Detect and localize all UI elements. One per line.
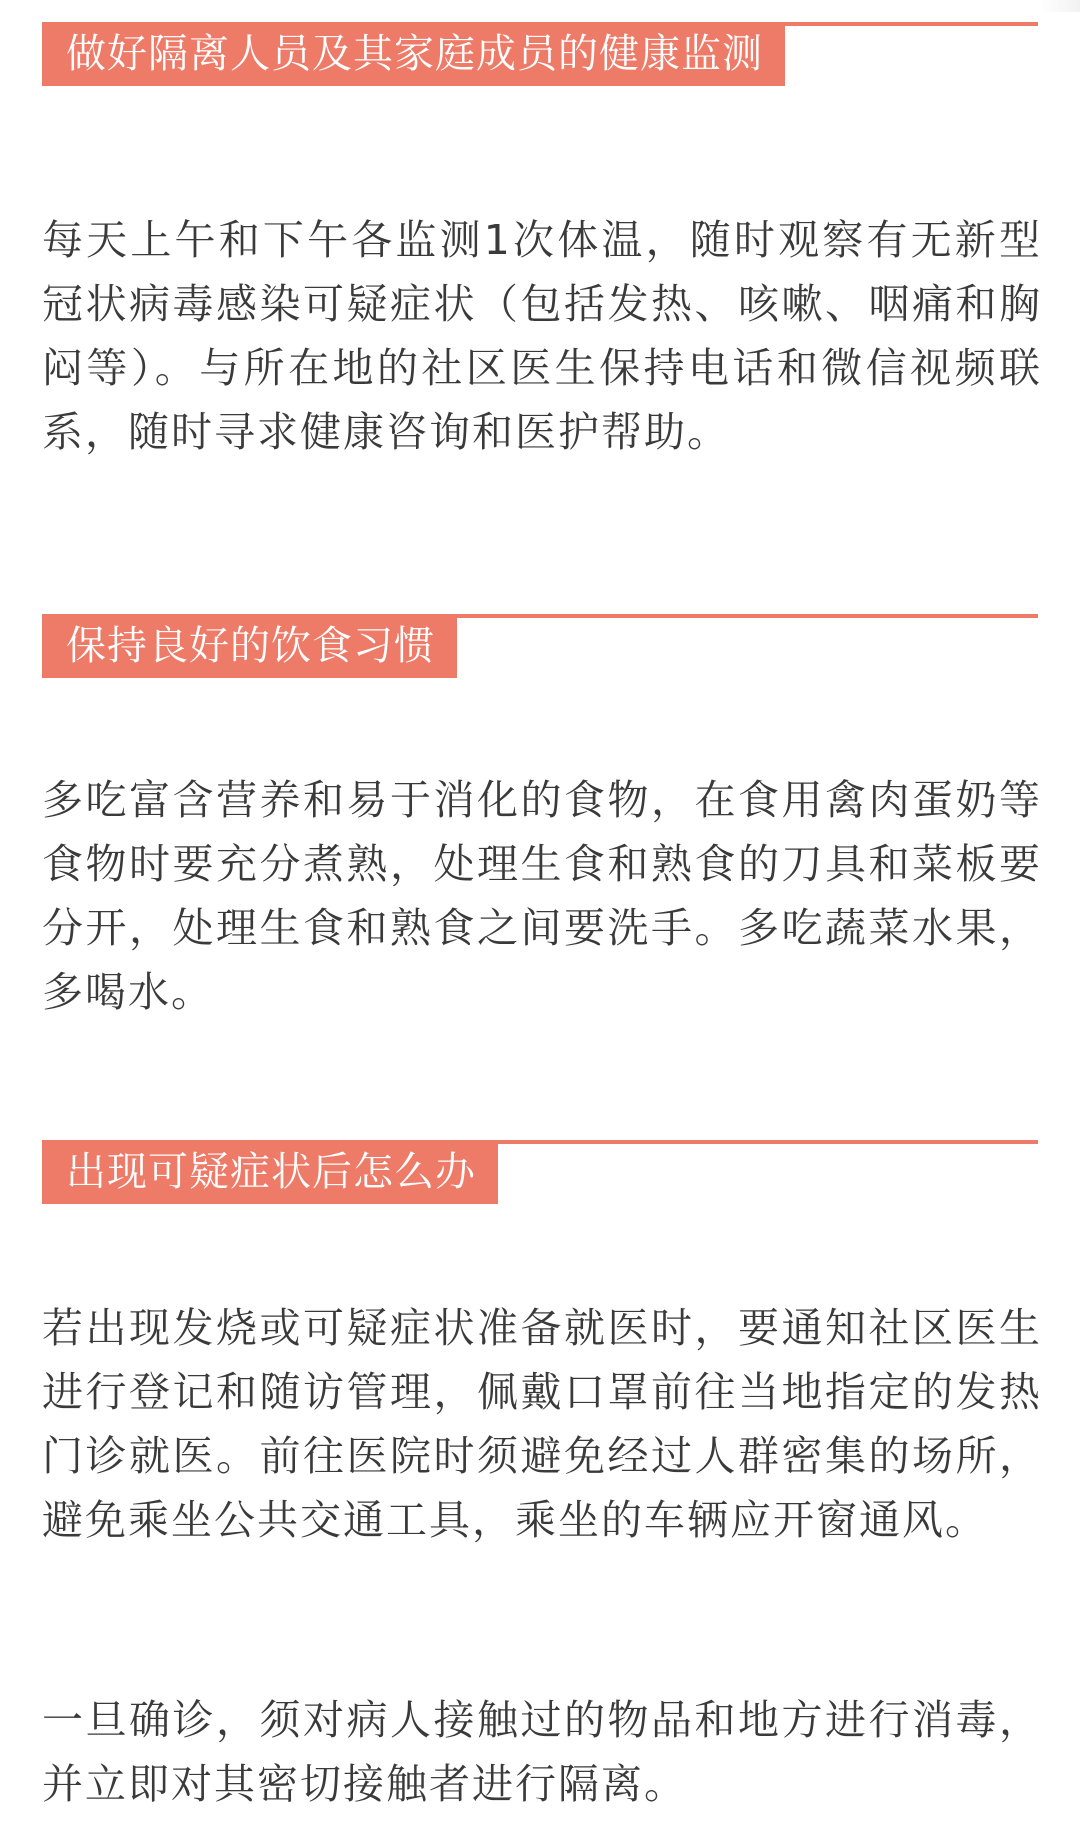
section-3-heading: 出现可疑症状后怎么办 <box>42 1140 498 1204</box>
section-2-heading: 保持良好的饮食习惯 <box>42 614 457 678</box>
section-1-paragraph: 每天上午和下午各监测1次体温，随时观察有无新型冠状病毒感染可疑症状（包括发热、咳嗽、咽痛和胸闷等）。与所在地的社区医生保持电话和微信视频联系，随时寻求健康咨询和医护帮助。 <box>42 216 1042 456</box>
section-2-paragraph: 多吃富含营养和易于消化的食物，在食用禽肉蛋奶等食物时要充分煮熟，处理生食和熟食的刀具和菜板要分开，处理生食和熟食之间要洗手。多吃蔬菜水果，多喝水。 <box>42 776 1042 1016</box>
section-3-paragraph-2: 一旦确诊，须对病人接触过的物品和地方进行消毒，并立即对其密切接触者进行隔离。 <box>42 1696 1042 1808</box>
corner-decoration <box>1040 0 1080 12</box>
section-3-paragraph-1: 若出现发烧或可疑症状准备就医时，要通知社区医生进行登记和随访管理，佩戴口罩前往当地指定的发热门诊就医。前往医院时须避免经过人群密集的场所，避免乘坐公共交通工具，乘坐的车辆应开窗通风。 <box>42 1304 1042 1544</box>
section-1-heading: 做好隔离人员及其家庭成员的健康监测 <box>42 22 785 86</box>
